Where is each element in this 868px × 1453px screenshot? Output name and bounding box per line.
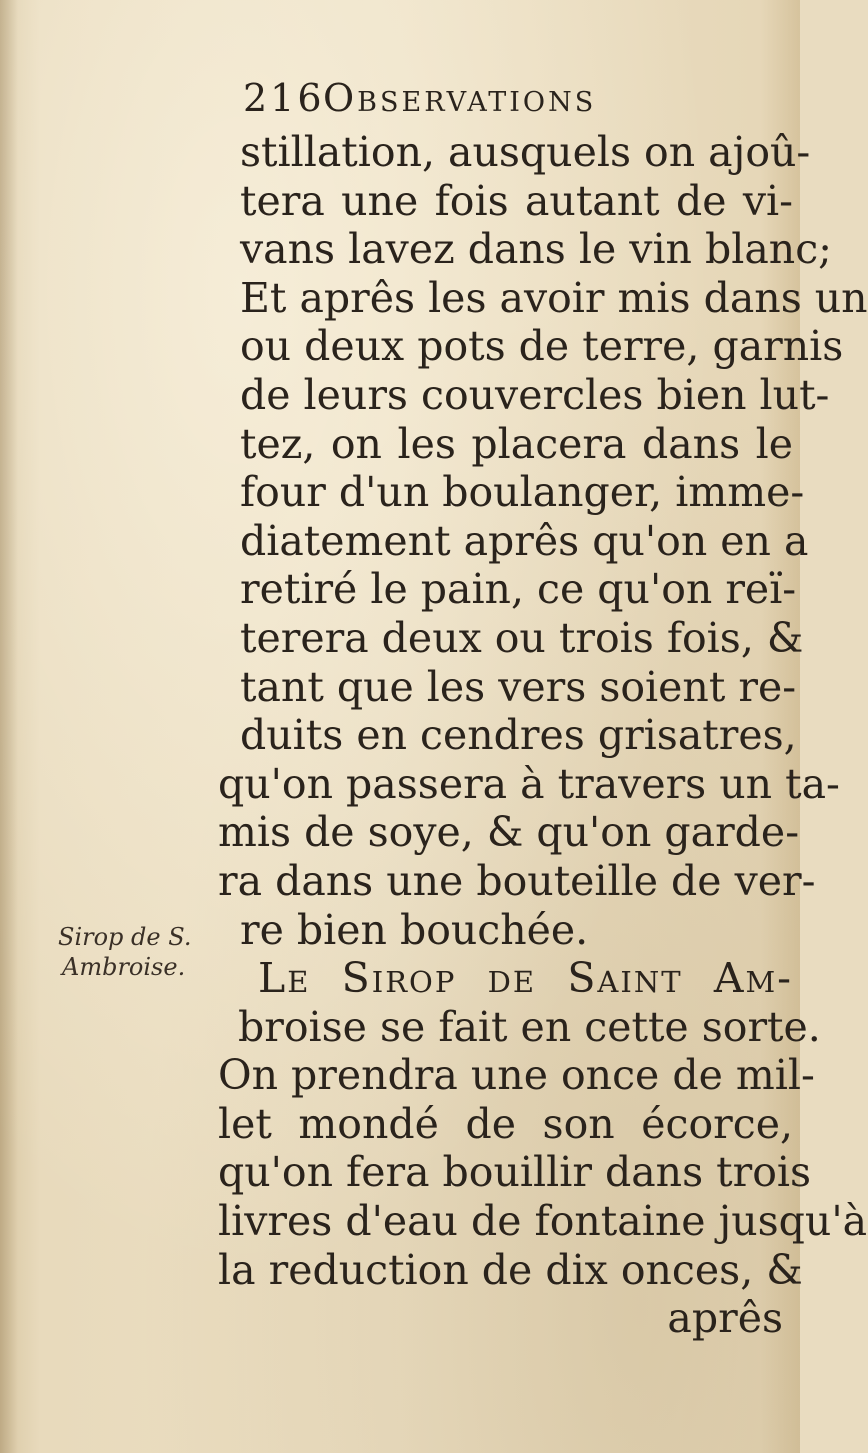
text-line: qu'on fera bouillir dans trois	[218, 1148, 812, 1197]
text-line: four d'un boulanger, imme-	[240, 468, 805, 517]
text-line: re bien bouchée.	[240, 905, 589, 954]
text-line: Et aprês les avoir mis dans un	[240, 273, 868, 322]
running-title: Observations	[323, 76, 597, 120]
text-line: ou deux pots de terre, garnis	[240, 322, 844, 371]
margin-note	[58, 922, 208, 982]
margin-note-line: Sirop de S.	[58, 923, 192, 951]
text-line: stillation, ausquels on ajoû-	[240, 128, 811, 176]
text-line: de leurs couvercles bien lut-	[240, 370, 830, 419]
margin-note-line: Ambroise.	[62, 953, 186, 981]
text-line: On prendra une once de mil-	[218, 1051, 815, 1100]
text-line: ra dans une bouteille de ver-	[218, 856, 816, 905]
page-edge-shadow	[0, 0, 18, 1453]
text-line: tez, on les placera dans le	[240, 419, 793, 468]
text-line: retiré le pain, ce qu'on reï-	[240, 565, 797, 614]
text-line: duits en cendres grisatres,	[240, 711, 797, 760]
text-line: mis de soye, & qu'on garde-	[218, 808, 800, 857]
text-line: livres d'eau de fontaine jusqu'à	[218, 1197, 868, 1246]
text-line: let mondé de son écorce,	[218, 1099, 793, 1148]
text-line: tant que les vers soient re-	[240, 662, 797, 711]
text-line: tera une fois autant de vi-	[240, 176, 793, 225]
catchword: aprês	[667, 1294, 783, 1343]
text-line: Le Sirop de Saint Am-	[258, 954, 793, 1003]
text-line: la reduction de dix onces, &	[218, 1245, 803, 1294]
body-text	[218, 128, 868, 1343]
text-line: qu'on passera à travers un ta-	[218, 759, 840, 808]
text-line: terera deux ou trois fois, &	[240, 613, 804, 662]
text-line: diatement aprês qu'on en a	[240, 516, 809, 565]
page-number: 216	[243, 76, 325, 120]
running-head	[243, 76, 683, 126]
text-line: broise se fait en cette sorte.	[238, 1002, 821, 1051]
text-line: vans lavez dans le vin blanc;	[240, 225, 832, 274]
